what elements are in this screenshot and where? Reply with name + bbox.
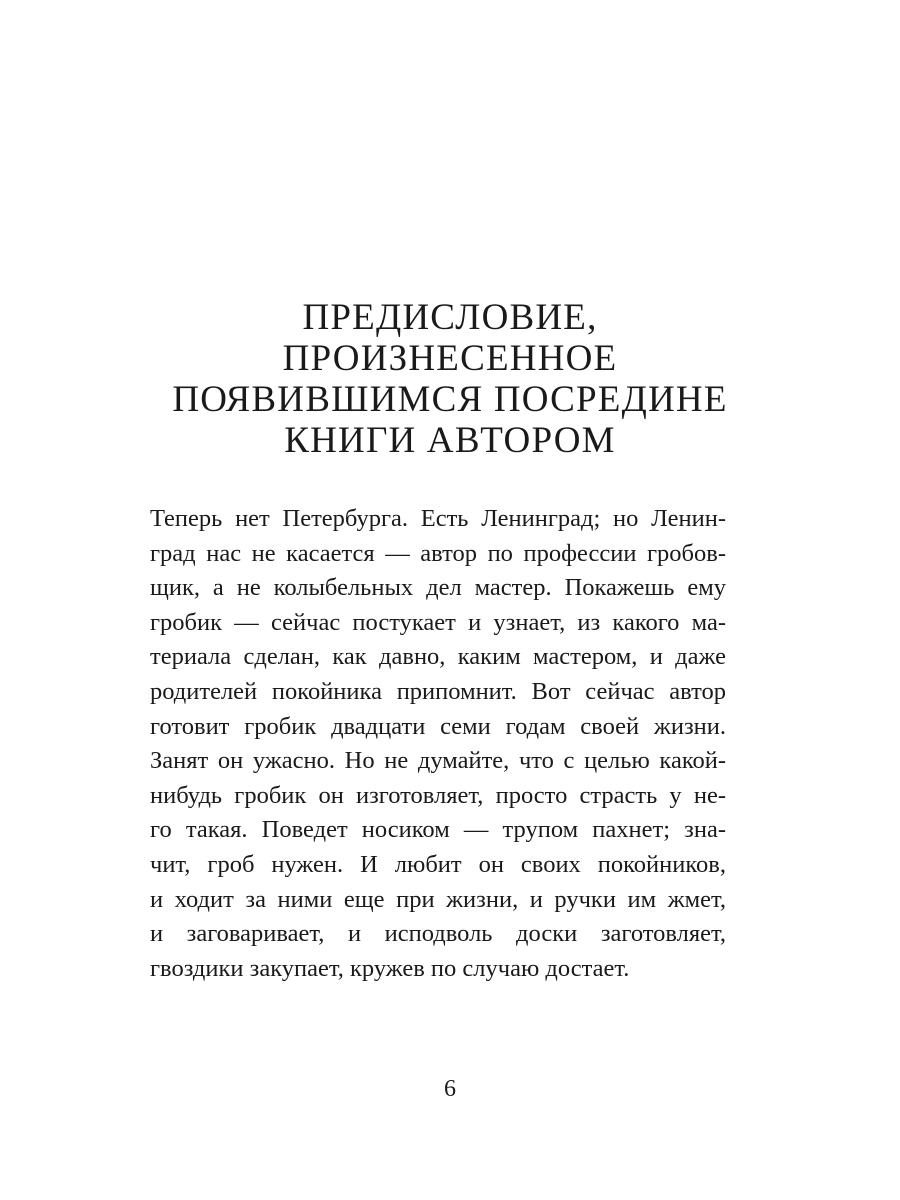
chapter-title-line: КНИГИ АВТОРОМ [284,419,616,461]
chapter-title-line: ПОЯВИВШИМСЯ ПОСРЕДИНЕ [172,378,728,420]
body-line: Занят он ужасно. Но не думайте, что с целью какой- [150,747,726,775]
chapter-title-line: ПРОИЗНЕСЕННОЕ [282,337,618,379]
body-line: родителей покойника припомнит. Вот сейчас автор [150,677,726,705]
page-number: 6 [444,1076,456,1102]
body-line: готовит гробик двадцати семи годам своей жизни. [150,712,726,740]
body-line: Теперь нет Петербурга. Есть Ленинград; но Ленин- [150,505,726,532]
body-line: и ходит за ними еще при жизни, и ручки им жмет, [150,885,726,913]
body-line: го такая. Поведет носиком — трупом пахнет; зна- [150,816,726,844]
body-line: гробик — сейчас постукает и узнает, из какого ма- [150,608,726,636]
body-line: чит, гроб нужен. И любит он своих покойников, [150,850,726,878]
body-line: град нас не касается — автор по профессии гробов- [150,539,726,567]
body-line: нибудь гробик он изготовляет, просто страсть у не- [150,781,726,809]
body-line: и заговаривает, и исподволь доски заготовляет, [150,920,726,948]
body-line: териала сделан, как давно, каким мастером, и даже [150,643,726,671]
body-line: гвоздики закупает, кружев по случаю достает. [150,954,630,982]
chapter-title-line: ПРЕДИСЛОВИЕ, [302,296,598,338]
chapter-title [0,297,900,461]
body-paragraph [150,502,726,986]
body-line: щик, а не колыбельных дел мастер. Покажешь ему [150,574,726,602]
